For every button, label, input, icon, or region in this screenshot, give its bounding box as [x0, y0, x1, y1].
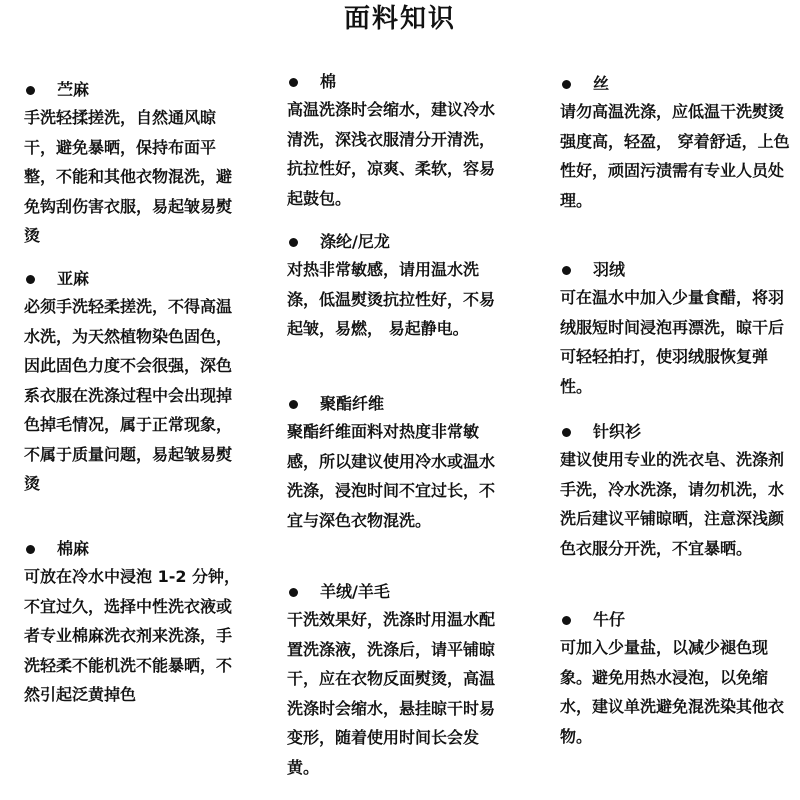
heading-text: 羽绒	[593, 260, 626, 279]
section-heading	[560, 420, 792, 444]
bullet-icon	[562, 266, 571, 275]
section-text: 必须手洗轻柔搓洗，不得高温水洗，为天然植物染色固色，因此固色力度不会很强，深色系衣服在洗涤过程中会出现掉色掉毛情况，属于正常现象，不属于质量问题，易起皱易熨烫	[24, 297, 233, 493]
section-cashmere-wool	[287, 580, 507, 782]
section-polyester-nylon	[287, 230, 507, 344]
section-heading	[287, 230, 507, 254]
heading-text: 棉	[320, 72, 337, 91]
section-heading	[24, 78, 244, 102]
page-title: 面料知识	[343, 4, 456, 34]
section-text: 可在温水中加入少量食醋，将羽绒服短时间浸泡再漂洗，晾干后可轻轻拍打，使羽绒服恢复弹性。	[560, 288, 785, 396]
section-text: 请勿高温洗涤，应低温干洗熨烫 强度高，轻盈， 穿着舒适，上色性好，顽固污渍需有专业人员处理。	[560, 102, 790, 210]
section-silk	[560, 72, 792, 215]
heading-text: 亚麻	[57, 269, 90, 288]
section-polyester-fiber	[287, 392, 507, 535]
heading-text: 棉麻	[57, 539, 90, 558]
bullet-icon	[289, 78, 298, 87]
heading-text: 针织衫	[593, 422, 642, 441]
section-text: 高温洗涤时会缩水，建议冷水清洗，深浅衣服清分开清洗，抗拉性好，凉爽、柔软，容易起鼓包。	[287, 100, 496, 208]
section-text: 可加入少量盐，以减少褪色现象。避免用热水浸泡，以免缩水，建议单洗避免混洗染其他衣物。	[560, 638, 785, 746]
section-heading	[287, 392, 507, 416]
section-cotton	[287, 70, 507, 213]
section-text: 对热非常敏感，请用温水洗涤，低温熨烫抗拉性好，不易起皱，易燃， 易起静电。	[287, 260, 496, 338]
bullet-icon	[26, 86, 35, 95]
section-text: 手洗轻揉搓洗，自然通风晾干，避免暴晒，保持布面平整，不能和其他衣物混洗，避免钩刮伤害衣服，易起皱易熨烫	[24, 108, 233, 245]
section-heading	[24, 537, 244, 561]
bullet-icon	[562, 80, 571, 89]
heading-text: 苎麻	[57, 80, 90, 99]
bullet-icon	[289, 400, 298, 409]
bullet-icon	[562, 616, 571, 625]
section-heading	[287, 70, 507, 94]
section-heading	[24, 267, 244, 291]
section-text: 聚酯纤维面料对热度非常敏感，所以建议使用冷水或温水洗涤，浸泡时间不宜过长，不宜与深色衣物混洗。	[287, 422, 496, 530]
section-heading	[287, 580, 507, 604]
section-ramie	[24, 78, 244, 251]
bullet-icon	[289, 238, 298, 247]
section-heading	[560, 72, 792, 96]
heading-text: 牛仔	[593, 610, 626, 629]
section-linen	[24, 267, 244, 499]
heading-text: 丝	[593, 74, 610, 93]
heading-text: 羊绒/羊毛	[320, 582, 390, 601]
section-denim	[560, 608, 792, 751]
bullet-icon	[26, 275, 35, 284]
section-text: 可放在冷水中浸泡 1-2 分钟，不宜过久，选择中性洗衣液或者专业棉麻洗衣剂来洗涤，手洗轻柔不能机洗不能暴晒，不然引起泛黄掉色	[24, 567, 241, 704]
heading-text: 涤纶/尼龙	[320, 232, 390, 251]
section-text: 建议使用专业的洗衣皂、洗涤剂手洗，冷水洗涤，请勿机洗，水洗后建议平铺晾晒，注意深浅颜色衣服分开洗，不宜暴晒。	[560, 450, 785, 558]
section-knitwear	[560, 420, 792, 563]
bullet-icon	[289, 588, 298, 597]
section-text: 干洗效果好，洗涤时用温水配置洗涤液，洗涤后，请平铺晾干，应在衣物反面熨烫，高温洗涤时会缩水，悬挂晾干时易变形，随着使用时间长会发黄。	[287, 610, 496, 777]
bullet-icon	[562, 428, 571, 437]
section-cotton-linen	[24, 537, 244, 710]
heading-text: 聚酯纤维	[320, 394, 385, 413]
section-heading	[560, 608, 792, 632]
section-down	[560, 258, 792, 401]
section-heading	[560, 258, 792, 282]
bullet-icon	[26, 545, 35, 554]
